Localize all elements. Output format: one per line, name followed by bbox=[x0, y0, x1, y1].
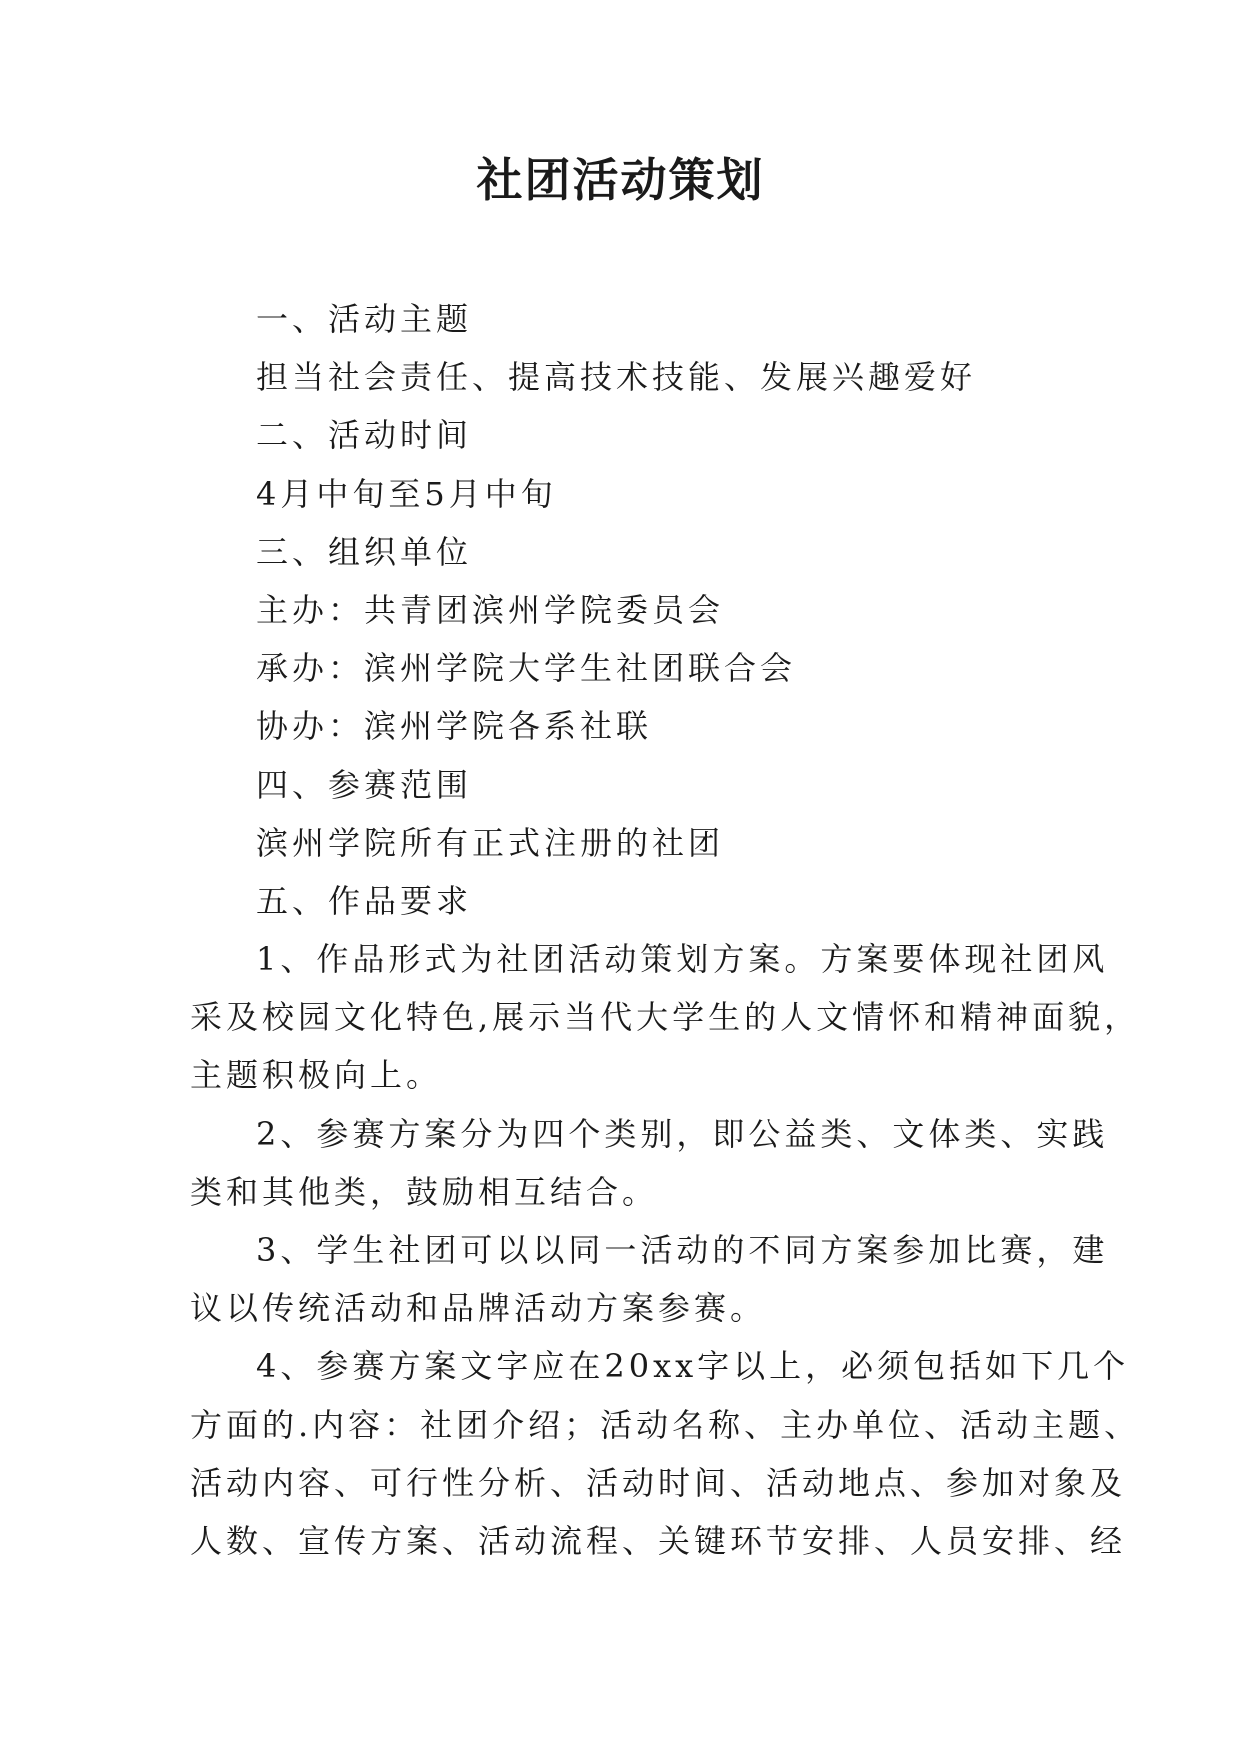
body-line: 4、参赛方案文字应在20xx字以上，必须包括如下几个 bbox=[256, 1347, 1130, 1386]
body-line: 2、参赛方案分为四个类别，即公益类、文体类、实践 bbox=[256, 1114, 1109, 1153]
body-line: 采及校园文化特色,展示当代大学生的人文情怀和精神面貌， bbox=[190, 998, 1141, 1037]
body-line: 人数、宣传方案、活动流程、关键环节安排、人员安排、经 bbox=[190, 1521, 1127, 1560]
body-line: 五、作品要求 bbox=[256, 881, 473, 920]
body-line: 方面的.内容：社团介绍；活动名称、主办单位、活动主题、 bbox=[190, 1405, 1141, 1444]
body-line: 主题积极向上。 bbox=[190, 1056, 443, 1095]
document-body bbox=[190, 290, 1141, 1570]
body-line: 活动内容、可行性分析、活动时间、活动地点、参加对象及 bbox=[190, 1463, 1127, 1502]
body-line: 4月中旬至5月中旬 bbox=[256, 474, 557, 513]
body-line: 议以传统活动和品牌活动方案参赛。 bbox=[190, 1289, 767, 1328]
body-line: 承办：滨州学院大学生社团联合会 bbox=[256, 649, 797, 688]
body-line: 一、活动主题 bbox=[256, 300, 473, 338]
body-line: 四、参赛范围 bbox=[256, 765, 473, 804]
body-line: 担当社会责任、提高技术技能、发展兴趣爱好 bbox=[256, 358, 977, 397]
body-line: 二、活动时间 bbox=[256, 416, 473, 455]
body-line: 滨州学院所有正式注册的社团 bbox=[256, 823, 725, 862]
body-line: 协办：滨州学院各系社联 bbox=[256, 707, 653, 746]
body-line: 三、组织单位 bbox=[256, 532, 473, 571]
body-line: 类和其他类，鼓励相互结合。 bbox=[190, 1172, 659, 1211]
body-line: 主办：共青团滨州学院委员会 bbox=[256, 590, 725, 629]
body-line: 1、作品形式为社团活动策划方案。方案要体现社团风 bbox=[256, 940, 1109, 979]
document-title: 社团活动策划 bbox=[476, 153, 765, 207]
body-line: 3、学生社团可以以同一活动的不同方案参加比赛，建 bbox=[256, 1231, 1109, 1269]
